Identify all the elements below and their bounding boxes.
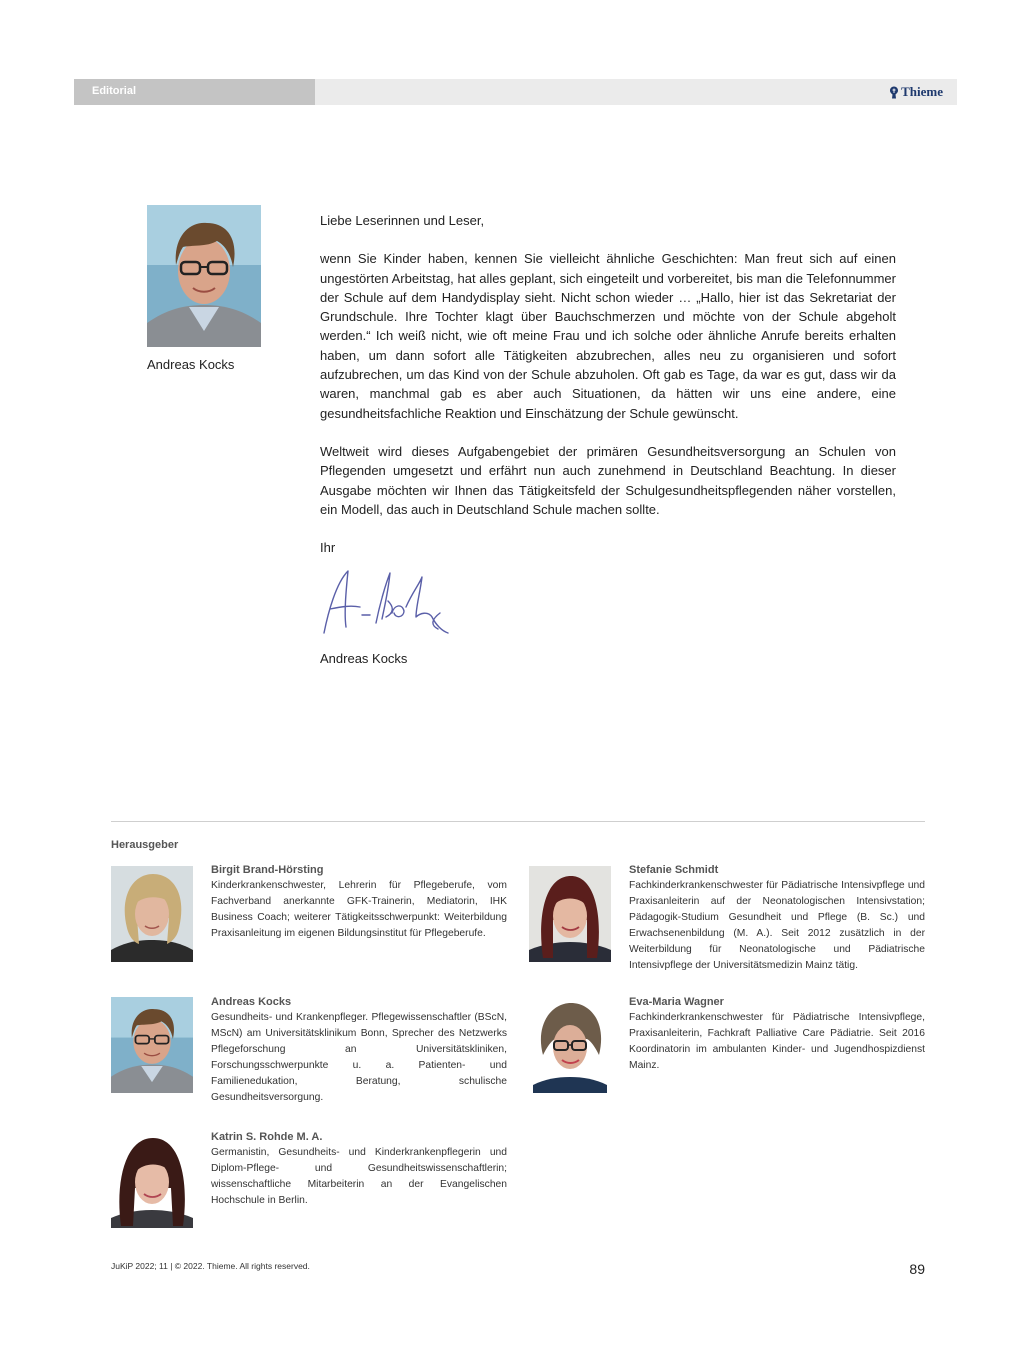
paragraph: Weltweit wird dieses Aufgabengebiet der primären Gesundheitsversorgung an Schulen von Pflegenden umgesetzt und erfährt nun auch zunehmend in Deutschland Beachtung. In dieser Ausgabe möchten wir Ihnen das Tätigkeitsfeld der Schulgesundheitspflegenden näher vorstellen, ein Modell, das auch in Deutschland Schule machen sollte.	[320, 443, 896, 517]
editorial-letter	[320, 211, 896, 669]
portrait-eva-maria-wagner	[529, 997, 611, 1093]
header-bar	[74, 79, 957, 105]
footer-citation: JuKiP 2022; 11 | © 2022. Thieme. All rights reserved.	[111, 1261, 310, 1271]
person-eva-maria-wagner	[629, 996, 925, 1074]
person-bio: Fachkinderkrankenschwester für Pädiatrische Intensivpflege und Praxisanleiterin auf der Neonatologischen Intensivstation; Pädagogik-Studium Gesundheit und Pflege (B. Sc.) und Erwachsenenbildung (M. A.). Seit 2012 zusätzlich in der Weiterbildung für Neonatologische und Pädiatrische Intensivpflege der Universitätsmedizin Mainz tätig.	[629, 880, 925, 971]
person-bio: Kinderkrankenschwester, Lehrerin für Pflegeberufe, vom Fachverband anerkannte GFK-Trainerin, Mediatorin, IHK Business Coach; weiterer Tätigkeitsschwerpunkt: Weiterbildung Praxisanleitung im eigenen Bildungsinstitut für Pflegeberufe.	[211, 880, 507, 939]
person-katrin-rohde	[211, 1131, 507, 1209]
portrait-stefanie-schmidt	[529, 866, 611, 962]
person-name: Stefanie Schmidt	[629, 864, 719, 876]
thieme-emblem-icon	[889, 86, 899, 99]
person-stefanie-schmidt	[629, 864, 925, 974]
person-name: Andreas Kocks	[211, 996, 292, 1008]
portrait-birgit-brand-hoersting	[111, 866, 193, 962]
signature-name: Andreas Kocks	[320, 651, 408, 667]
section-label: Editorial	[74, 79, 315, 105]
portrait-andreas-kocks	[111, 997, 193, 1093]
paragraph: wenn Sie Kinder haben, kennen Sie vielleicht ähnliche Geschichten: Man freut sich auf einen ungestörten Arbeitstag, hat alles geplant, sich eingeteilt und vorbereitet, bis man die Telefonnummer der Schule auf dem Handydisplay sieht. Nicht schon wieder … „Hallo, hier ist das Sekretariat der Grundschule. Ihre Tochter klagt über Bauchschmerzen und möchte von der Schule abgeholt werden.“ Ich weiß nicht, wie oft meine Frau und ich solche oder ähnliche Anrufe bereits erhalten haben, um dann sofort alle Tätigkeiten abzubrechen, alles neu zu organisieren und sofort aufzubrechen, um das Kind von der Schule abzuholen. Oft gab es Tage, da war es gut, dass wir da waren, manchmal gab es aber auch Situationen, da hätten wir uns eine andere, eine gesundheitsfachliche Reaktion und Einschätzung der Schule gewünscht.	[320, 251, 896, 421]
publisher-logo	[889, 79, 943, 105]
page-number: 89	[909, 1261, 925, 1277]
herausgeber-heading: Herausgeber	[111, 839, 179, 851]
person-bio: Gesundheits- und Krankenpfleger. Pflegewissenschaftler (BScN, MScN) am Universitätsklinikum Bonn, Sprecher des Netzwerks Pflegeforschung an Universitätskliniken, Forschungsschwerpunkte u. a. Patienten- und Familienedukation, Beratung, schulische Gesundheitsversorgung.	[211, 1012, 507, 1103]
author-portrait	[147, 205, 261, 347]
portrait-katrin-rohde	[111, 1132, 193, 1228]
person-bio: Fachkinderkrankenschwester für Pädiatrische Intensivpflege, Praxisanleiterin, Fachkraft Palliative Care Pädiatrie. Seit 2016 Koordinatorin im ambulanten Kinder- und Jugendhospizdienst Mainz.	[629, 1012, 925, 1071]
closing: Ihr	[320, 540, 336, 556]
person-name: Eva-Maria Wagner	[629, 996, 724, 1008]
handwritten-signature	[320, 563, 460, 645]
publisher-name: Thieme	[901, 84, 943, 99]
person-name: Birgit Brand-Hörsting	[211, 864, 324, 876]
person-bio: Germanistin, Gesundheits- und Kinderkrankenpflegerin und Diplom-Pflege- und Gesundheitswissenschaftlerin; wissenschaftliche Mitarbeiterin an der Evangelischen Hochschule in Berlin.	[211, 1147, 507, 1206]
greeting: Liebe Leserinnen und Leser,	[320, 213, 485, 228]
person-name: Katrin S. Rohde M. A.	[211, 1131, 323, 1143]
person-birgit-brand-hoersting	[211, 864, 507, 942]
section-divider	[111, 821, 925, 822]
person-andreas-kocks	[211, 996, 507, 1106]
author-caption: Andreas Kocks	[147, 357, 235, 372]
